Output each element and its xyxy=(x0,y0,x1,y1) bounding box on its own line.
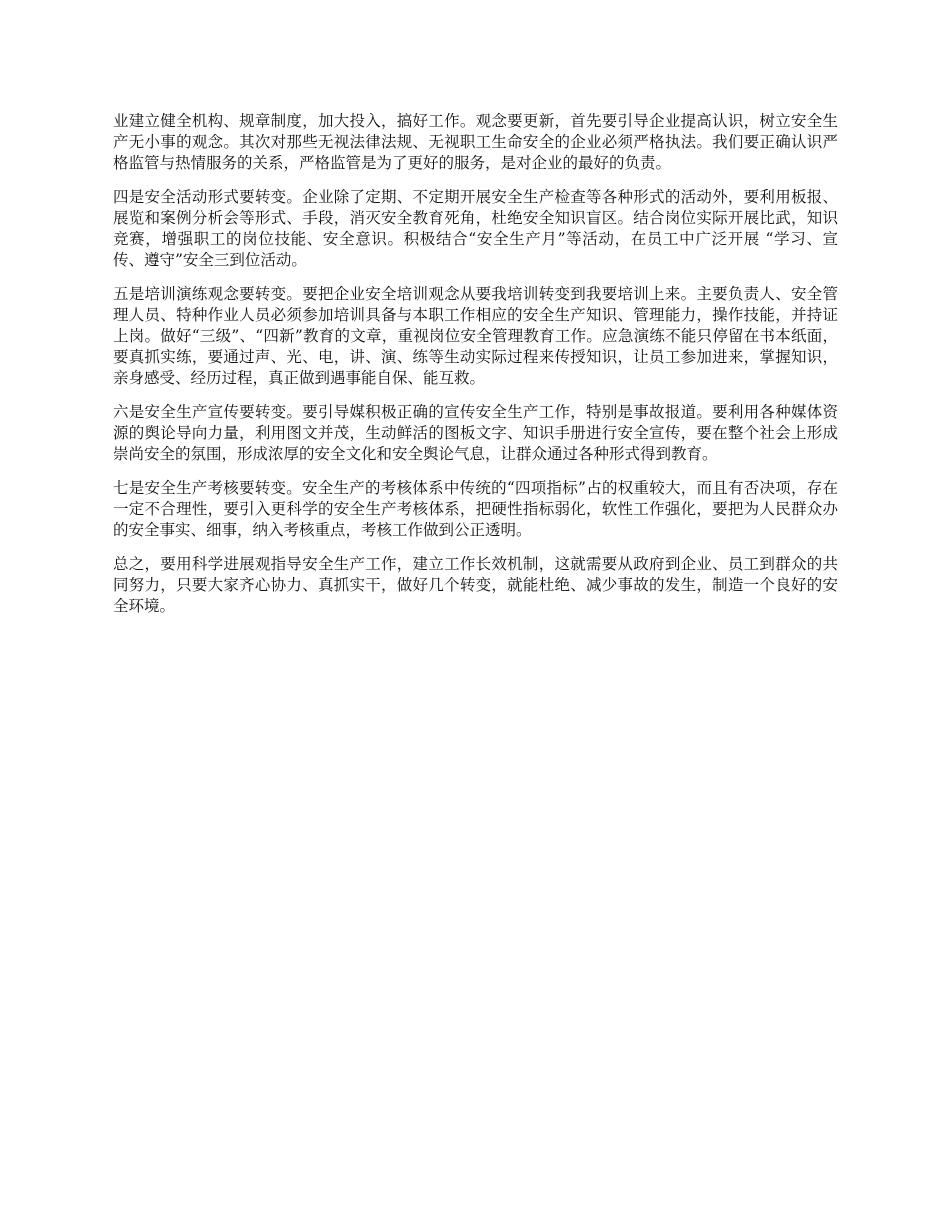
paragraph: 七是安全生产考核要转变。安全生产的考核体系中传统的“四项指标”占的权重较大，而且有否决项，存在一定不合理性，要引入更科学的安全生产考核体系，把硬性指标弱化，软性工作强化，要把为人民群众办的安全事实、细事，纳入考核重点，考核工作做到公正透明。 xyxy=(113,479,838,539)
paragraph: 四是安全活动形式要转变。企业除了定期、不定期开展安全生产检查等各种形式的活动外，要利用板报、展览和案例分析会等形式、手段，消灭安全教育死角，杜绝安全知识盲区。结合岗位实际开展比武，知识竞赛，增强职工的岗位技能、安全意识。积极结合“安全生产月”等活动，在员工中广泛开展 “学习、宣传、遵守”安全三到位活动。 xyxy=(113,188,838,269)
paragraph: 总之，要用科学进展观指导安全生产工作，建立工作长效机制，这就需要从政府到企业、员工到群众的共同努力，只要大家齐心协力、真抓实干，做好几个转变，就能杜绝、减少事故的发生，制造一个良好的安全环境。 xyxy=(113,555,838,615)
paragraph: 业建立健全机构、规章制度，加大投入，搞好工作。观念要更新，首先要引导企业提高认识，树立安全生产无小事的观念。其次对那些无视法律法规、无视职工生命安全的企业必须严格执法。我们要正确认识严格监管与热情服务的关系，严格监管是为了更好的服务，是对企业的最好的负责。 xyxy=(113,112,838,172)
paragraph: 五是培训演练观念要转变。要把企业安全培训观念从要我培训转变到我要培训上来。主要负责人、安全管理人员、特种作业人员必须参加培训具备与本职工作相应的安全生产知识、管理能力，操作技能，并持证上岗。做好“三级”、“四新”教育的文章，重视岗位安全管理教育工作。应急演练不能只停留在书本纸面，要真抓实练，要通过声、光、电，讲、演、练等生动实际过程来传授知识，让员工参加进来，掌握知识，亲身感受、经历过程，真正做到遇事能自保、能互救。 xyxy=(113,285,838,387)
document-body xyxy=(113,111,838,630)
paragraph: 六是安全生产宣传要转变。要引导媒积极正确的宣传安全生产工作，特别是事故报道。要利用各种媒体资源的舆论导向力量，利用图文并茂，生动鲜活的图板文字、知识手册进行安全宣传，要在整个社会上形成崇尚安全的氛围，形成浓厚的安全文化和安全舆论气息，让群众通过各种形式得到教育。 xyxy=(113,403,838,463)
